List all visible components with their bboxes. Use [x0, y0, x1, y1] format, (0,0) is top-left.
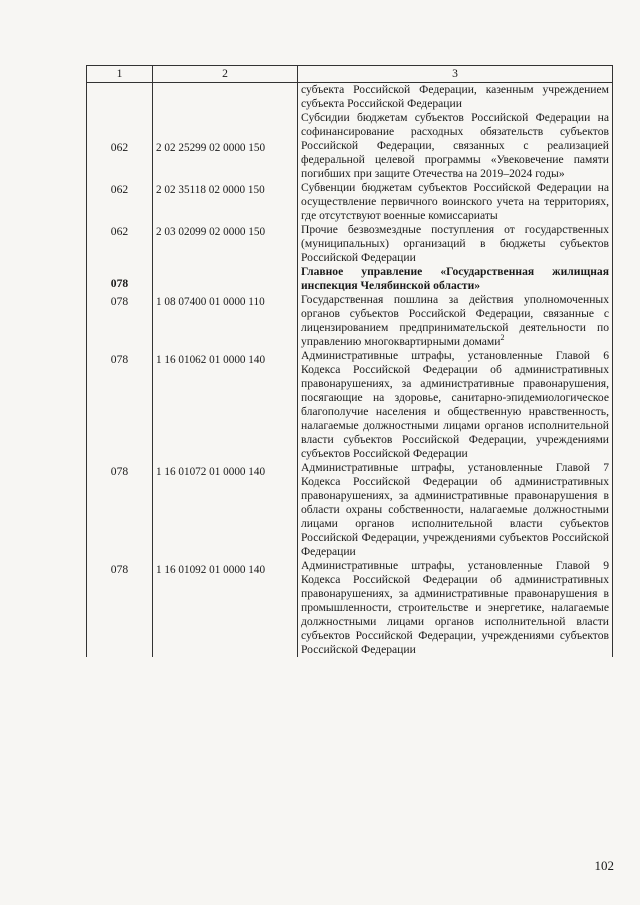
revenue-code-cell: [153, 83, 298, 112]
page-number: 102: [594, 858, 614, 873]
header-col-2: 2: [153, 66, 298, 83]
admin-code-cell: 062: [87, 111, 153, 181]
admin-code-cell: 078: [87, 265, 153, 293]
revenue-codes-table: [86, 65, 613, 657]
admin-code-cell: 078: [87, 293, 153, 349]
description-cell: Административные штрафы, установленные Главой 6 Кодекса Российской Федерации об административных правонарушениях, за административные правонарушения, посягающие на здоровье, санитарно-эпидемиологическое благополучие населения и общественную нравственность, налагаемые должностными лицами органов исполнительной власти субъектов Российской Федерации, учреждениями субъектов Российской Федерации: [298, 349, 613, 461]
description-cell: Административные штрафы, установленные Главой 9 Кодекса Российской Федерации об административных правонарушениях, за административные правонарушения в промышленности, строительстве и энергетике, налагаемые должностными лицами органов исполнительной власти субъектов Российской Федерации, учреждениями субъектов Российской Федерации: [298, 559, 613, 657]
table-header-row: [87, 66, 613, 83]
description-cell: Субсидии бюджетам субъектов Российской Федерации на софинансирование расходных обязательств субъектов Российской Федерации, связанных с реализацией федеральной целевой программы «Увековечение памяти погибших при защите Отечества на 2019–2024 годы»: [298, 111, 613, 181]
revenue-code-cell: 1 16 01092 01 0000 140: [153, 559, 298, 657]
description-cell: Административные штрафы, установленные Главой 7 Кодекса Российской Федерации об административных правонарушениях, за административные правонарушения в области охраны собственности, налагаемые должностными лицами органов исполнительной власти субъектов Российской Федерации, учреждениями субъектов Российской Федерации: [298, 461, 613, 559]
table-row: [87, 83, 613, 112]
header-col-3: 3: [298, 66, 613, 83]
admin-code-cell: 062: [87, 181, 153, 223]
revenue-code-cell: 1 16 01062 01 0000 140: [153, 349, 298, 461]
description-cell: Субвенции бюджетам субъектов Российской Федерации на осуществление первичного воинского учета на территориях, где отсутствуют военные комиссариаты: [298, 181, 613, 223]
table-row: [87, 181, 613, 223]
table-row-section-heading: [87, 265, 613, 293]
revenue-code-cell: 2 03 02099 02 0000 150: [153, 223, 298, 265]
admin-code-cell: 062: [87, 223, 153, 265]
admin-code-cell: 078: [87, 461, 153, 559]
admin-code-cell: 078: [87, 559, 153, 657]
revenue-code-cell: [153, 265, 298, 293]
table-row: [87, 223, 613, 265]
table-row: [87, 293, 613, 349]
description-cell: Прочие безвозмездные поступления от государственных (муниципальных) организаций в бюджеты субъектов Российской Федерации: [298, 223, 613, 265]
header-col-1: 1: [87, 66, 153, 83]
revenue-code-cell: 2 02 35118 02 0000 150: [153, 181, 298, 223]
table-row: [87, 111, 613, 181]
table-row: [87, 349, 613, 461]
description-cell: [298, 293, 613, 349]
revenue-code-cell: 1 08 07400 01 0000 110: [153, 293, 298, 349]
revenue-code-cell: 2 02 25299 02 0000 150: [153, 111, 298, 181]
description-text: Государственная пошлина за действия уполномоченных органов субъектов Российской Федерации, связанные с лицензированием предпринимательской деятельности по управлению многоквартирными домами: [301, 293, 609, 348]
footnote-marker: 2: [500, 333, 505, 343]
revenue-code-cell: 1 16 01072 01 0000 140: [153, 461, 298, 559]
table-row: [87, 461, 613, 559]
description-cell: субъекта Российской Федерации, казенным учреждением субъекта Российской Федерации: [298, 83, 613, 112]
section-heading-cell: Главное управление «Государственная жилищная инспекция Челябинской области»: [298, 265, 613, 293]
admin-code-cell: 078: [87, 349, 153, 461]
table-row: [87, 559, 613, 657]
admin-code-cell: [87, 83, 153, 112]
